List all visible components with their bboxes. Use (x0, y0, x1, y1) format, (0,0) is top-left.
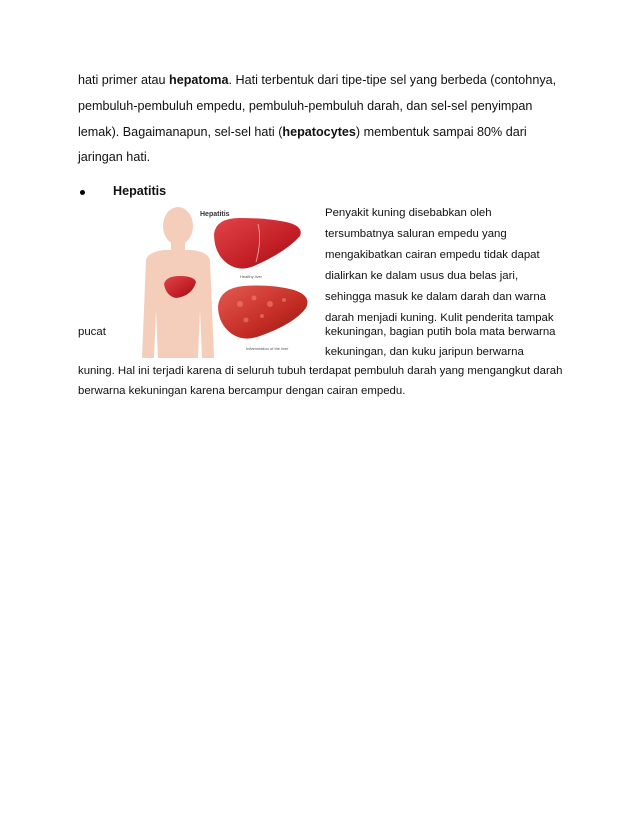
text-span: hati primer atau (78, 73, 169, 87)
side-text-line: sehingga masuk ke dalam darah dan warna (325, 291, 546, 303)
figure-title: Hepatitis (200, 211, 230, 218)
section-heading: Hepatitis (113, 184, 167, 198)
hepatitis-illustration (136, 200, 318, 358)
text-span: ) membentuk sampai 80% dari (355, 125, 527, 139)
side-text-line: kekuningan, dan kuku jaripun berwarna (325, 346, 524, 358)
caption-inflamed: Inflammation of the liver (246, 346, 289, 351)
healthy-liver (214, 218, 301, 269)
bullet-icon (80, 190, 85, 195)
side-text-line: kekuningan, bagian putih bola mata berwarna (325, 326, 556, 338)
left-word: pucat (78, 326, 106, 338)
side-text-line: Penyakit kuning disebabkan oleh (325, 207, 492, 219)
caption-healthy: Healthy liver (240, 274, 263, 279)
paragraph-1-line-4: jaringan hati. (78, 150, 151, 164)
side-text-line: darah menjadi kuning. Kulit penderita tampak (325, 312, 554, 324)
hepatitis-illustration-svg (136, 200, 318, 358)
paragraph-1-line-2: pembuluh-pembuluh empedu, pembuluh-pembuluh darah, dan sel-sel penyimpan (78, 99, 533, 113)
inflamed-liver (218, 286, 308, 339)
side-text-line: mengakibatkan cairan empedu tidak dapat (325, 249, 540, 261)
paragraph-1-line-3 (78, 124, 527, 140)
paragraph-1-line-1 (78, 72, 556, 88)
bottom-text-line: kuning. Hal ini terjadi karena di seluruh tubuh terdapat pembuluh darah yang mengangkut darah (78, 365, 563, 377)
bold-term-hepatocytes: hepatocytes (282, 125, 356, 139)
text-span: lemak). Bagaimanapun, sel-sel hati ( (78, 125, 283, 139)
side-text-line: dialirkan ke dalam usus dua belas jari, (325, 270, 519, 282)
bottom-text-line: berwarna kekuningan karena bercampur dengan cairan empedu. (78, 385, 406, 397)
side-text-line: tersumbatnya saluran empedu yang (325, 228, 507, 240)
text-span: . Hati terbentuk dari tipe-tipe sel yang berbeda (contohnya, (228, 73, 557, 87)
bold-term-hepatoma: hepatoma (169, 73, 229, 87)
